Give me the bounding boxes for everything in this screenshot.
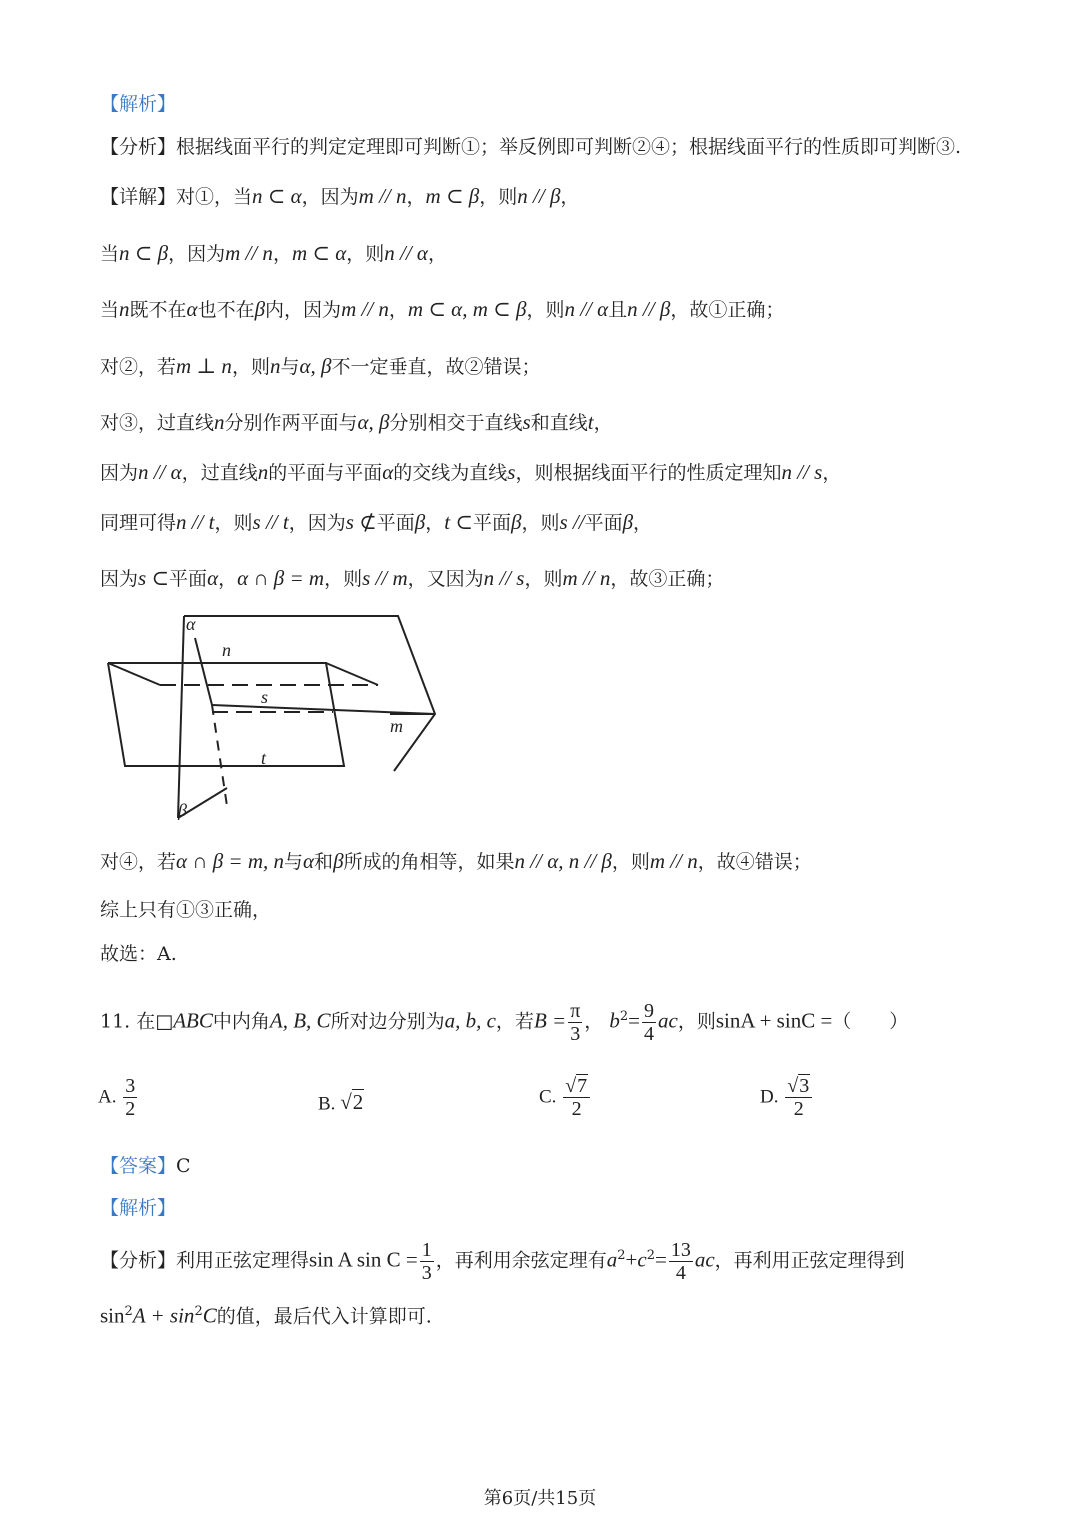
alpha-inner-edge — [108, 663, 160, 685]
math: m ⊂ β — [425, 184, 480, 208]
math: α — [303, 849, 315, 873]
text: 对④，若 — [100, 851, 177, 873]
math: α — [186, 297, 198, 321]
math: n — [269, 354, 281, 378]
exponent: 2 — [124, 1304, 133, 1319]
analysis-line — [100, 138, 961, 157]
text: ，故③正确； — [610, 568, 725, 590]
alpha-right-edge — [326, 663, 378, 685]
summary-line: 综上只有①③正确， — [100, 899, 272, 921]
answer-value: C — [176, 1155, 191, 1177]
math: C — [202, 1303, 217, 1328]
denominator: 2 — [785, 1097, 812, 1120]
text: ，则 — [324, 568, 363, 590]
fraction-pi-3 — [568, 1000, 582, 1045]
math: m // n — [562, 566, 611, 590]
exponent: 2 — [617, 1248, 626, 1263]
exponent: 2 — [619, 1009, 629, 1024]
text: 中内角 — [212, 1010, 270, 1033]
answer-tag: 【答案】 — [100, 1155, 177, 1177]
text: ，过直线 — [181, 462, 258, 484]
text: 对③，过直线 — [100, 412, 215, 434]
line-n-hidden — [212, 705, 227, 806]
numerator: √3 — [787, 1075, 810, 1097]
text: ，则 — [524, 568, 563, 590]
numerator: √7 — [565, 1075, 588, 1097]
detail-line-4 — [100, 356, 540, 377]
math: α ∩ β = m, n — [176, 849, 284, 873]
denominator: 2 — [563, 1097, 590, 1120]
math: sin — [100, 1303, 125, 1328]
radicand: 7 — [577, 1075, 588, 1097]
math: B = — [533, 1008, 567, 1033]
math: β — [254, 297, 266, 321]
text: ，因为 — [288, 512, 346, 534]
text: 因为 — [100, 462, 139, 484]
exponent: 2 — [194, 1304, 203, 1319]
math: s // t — [252, 510, 289, 534]
math: = — [655, 1247, 667, 1272]
math: a — [606, 1247, 618, 1272]
label-beta: β — [178, 800, 187, 820]
math: m // n — [225, 241, 273, 265]
math: n — [214, 410, 225, 434]
text: ， — [593, 412, 613, 434]
label-n: n — [222, 640, 231, 660]
math: s — [522, 410, 531, 434]
text: 与 — [284, 851, 304, 873]
exponent: 2 — [646, 1248, 655, 1263]
text: ， — [584, 1010, 604, 1033]
text: ，因为 — [168, 243, 226, 265]
option-label: A. — [98, 1086, 117, 1108]
text: ， — [425, 512, 445, 534]
math: n — [257, 460, 269, 484]
intersection-line — [195, 638, 212, 705]
text: ，则 — [677, 1010, 716, 1033]
text: ， — [427, 243, 447, 265]
text: ，故④错误； — [697, 851, 812, 873]
text: 当 — [100, 243, 120, 265]
text: ， — [406, 186, 426, 208]
math: β — [622, 510, 634, 534]
analysis-text: 根据线面平行的判定定理即可判断①；举反例即可判断②④；根据线面平行的性质即可判断③. — [176, 136, 962, 158]
option-a[interactable] — [98, 1075, 139, 1120]
text: ，因为 — [301, 186, 359, 208]
math: α, β — [299, 354, 332, 378]
text: ， — [218, 568, 238, 590]
option-label: B. — [318, 1093, 336, 1115]
label-s: s — [261, 687, 269, 707]
detail-tag: 【详解】 — [100, 186, 177, 208]
text: 平面 — [472, 512, 511, 534]
math: n ⊂ α — [252, 184, 302, 208]
choice-line: 故选：A. — [100, 943, 177, 965]
analysis-line-3 — [100, 1305, 432, 1326]
math: n // α — [384, 241, 428, 265]
detail-line-9 — [100, 851, 812, 872]
option-c-fraction — [563, 1075, 590, 1120]
math: A, B, C — [269, 1008, 331, 1033]
text: ，再利用余弦定理有 — [435, 1249, 607, 1272]
text: 内，因为 — [265, 299, 342, 321]
math: a, b, c — [444, 1008, 496, 1033]
math: β — [510, 510, 522, 534]
planes-figure — [100, 608, 445, 828]
math: n // α — [564, 297, 609, 321]
math: b — [609, 1008, 620, 1033]
text: 所对边分别为 — [330, 1010, 445, 1033]
detail-line-5 — [100, 412, 613, 433]
text: 的值，最后代入计算即可. — [216, 1305, 432, 1328]
math: α ∩ β = m — [237, 566, 325, 590]
detail-line-6 — [100, 462, 841, 483]
math: s // — [559, 510, 585, 534]
math: sin A sin C = — [309, 1247, 418, 1272]
fraction-13-4 — [669, 1239, 693, 1284]
text: 既不在 — [129, 299, 187, 321]
text: ， — [560, 186, 580, 208]
radicand: 3 — [799, 1075, 810, 1097]
text: 因为 — [100, 568, 139, 590]
denominator: 3 — [421, 1261, 432, 1284]
math: m // n — [358, 184, 407, 208]
math: ABC — [173, 1008, 213, 1033]
text: 同理可得 — [100, 512, 177, 534]
math: A + sin — [132, 1303, 195, 1328]
triangle-symbol: □ — [155, 1010, 174, 1033]
math: m ⊂ α, m ⊂ β — [407, 297, 527, 321]
text: ，则 — [526, 299, 565, 321]
text: 的交线为直线 — [393, 462, 508, 484]
text: 对①，当 — [176, 186, 253, 208]
text: ，则根据线面平行的性质定理知 — [515, 462, 782, 484]
answer-line — [100, 1157, 191, 1176]
text: 且 — [608, 299, 628, 321]
answer-blank: （ ） — [832, 1010, 909, 1033]
jiexi-heading: 【解析】 — [100, 93, 177, 115]
math: m ⊂ α — [291, 241, 347, 265]
text: 所成的角相等，如果 — [343, 851, 515, 873]
fraction-9-4 — [642, 1000, 656, 1045]
text: ，则 — [346, 243, 385, 265]
radicand: 2 — [352, 1090, 364, 1114]
math: t — [587, 410, 594, 434]
detail-line-3 — [100, 299, 784, 320]
question-number: 11. 在 — [100, 1010, 156, 1033]
plane-beta-left — [178, 616, 184, 818]
math: m // n — [649, 849, 698, 873]
math: n // t — [176, 510, 215, 534]
text: 平面 — [584, 512, 623, 534]
math: n — [119, 297, 130, 321]
option-b[interactable] — [318, 1090, 364, 1116]
option-c[interactable] — [539, 1075, 592, 1120]
text: 当 — [100, 299, 120, 321]
numerator: π — [570, 999, 581, 1022]
fraction-1-3 — [420, 1239, 434, 1284]
denominator: 3 — [568, 1022, 582, 1045]
math: n ⊂ β — [119, 241, 169, 265]
text: ，则 — [611, 851, 650, 873]
text: 利用正弦定理得 — [176, 1249, 310, 1272]
math: m ⊥ n — [176, 354, 232, 378]
numerator: 9 — [643, 999, 654, 1022]
math: s — [507, 460, 516, 484]
text: 的平面与平面 — [268, 462, 383, 484]
math: α — [382, 460, 394, 484]
detail-line-8 — [100, 568, 724, 589]
math: β — [414, 510, 426, 534]
math: α — [207, 566, 219, 590]
math: β — [333, 849, 344, 873]
math: α, β — [357, 410, 390, 434]
label-t: t — [261, 748, 267, 768]
detail-line-1 — [100, 186, 579, 207]
jiexi-heading-2: 【解析】 — [100, 1197, 177, 1219]
detail-line-7 — [100, 512, 652, 533]
analysis-tag: 【分析】 — [100, 136, 177, 158]
analysis-tag: 【分析】 — [100, 1249, 177, 1272]
text: ，则 — [521, 512, 560, 534]
text: ， — [272, 243, 292, 265]
math: s ⊄ — [345, 510, 377, 534]
page-footer: 第6页/共15页 — [483, 1488, 597, 1509]
option-a-fraction — [123, 1075, 137, 1120]
math: n // s — [483, 566, 525, 590]
option-d[interactable] — [760, 1075, 814, 1120]
math: + — [625, 1247, 638, 1272]
numerator: 3 — [125, 1075, 136, 1097]
text: ，再利用正弦定理得到 — [714, 1249, 905, 1272]
text: 分别相交于直线 — [389, 412, 523, 434]
numerator: 1 — [421, 1238, 432, 1261]
text: 平面 — [376, 512, 415, 534]
math: s // m — [362, 566, 408, 590]
math: n // α — [138, 460, 182, 484]
text: 不一定垂直，故②错误； — [331, 356, 541, 378]
option-label: C. — [539, 1086, 557, 1108]
math: n // β — [627, 297, 671, 321]
detail-line-2 — [100, 243, 447, 264]
text: ， — [822, 462, 842, 484]
math: = — [628, 1008, 640, 1033]
numerator: 13 — [670, 1238, 691, 1261]
math: m // n — [341, 297, 389, 321]
text: 和 — [314, 851, 334, 873]
text: ，则 — [231, 356, 270, 378]
text: ，故①正确； — [670, 299, 785, 321]
text: 对②，若 — [100, 356, 177, 378]
denominator: 2 — [125, 1098, 136, 1120]
text: 分别作两平面与 — [224, 412, 358, 434]
text: ，则 — [479, 186, 518, 208]
math: ac — [657, 1008, 678, 1033]
denominator: 4 — [669, 1261, 693, 1284]
text: ， — [633, 512, 653, 534]
analysis-line-2 — [100, 1232, 905, 1282]
text: ，则 — [214, 512, 253, 534]
math: sinA + sinC = — [715, 1008, 833, 1033]
label-alpha: α — [186, 614, 196, 634]
text: ，若 — [495, 1010, 534, 1033]
option-b-sqrt: √2 — [340, 1090, 364, 1114]
math: ac — [694, 1247, 715, 1272]
math: n // α, n // β — [514, 849, 612, 873]
text: 也不在 — [197, 299, 255, 321]
text: 平面 — [169, 568, 208, 590]
text: 和直线 — [530, 412, 588, 434]
math: c — [637, 1247, 647, 1272]
math: n // β — [517, 184, 561, 208]
text: 与 — [280, 356, 300, 378]
math: s ⊂ — [138, 566, 170, 590]
option-d-fraction — [785, 1075, 812, 1120]
text: ，又因为 — [407, 568, 484, 590]
denominator: 4 — [643, 1022, 654, 1045]
option-label: D. — [760, 1086, 779, 1108]
label-m: m — [390, 716, 403, 736]
math: n // s — [781, 460, 823, 484]
math: t ⊂ — [444, 510, 473, 534]
question-11 — [100, 995, 908, 1045]
text: ， — [388, 299, 408, 321]
